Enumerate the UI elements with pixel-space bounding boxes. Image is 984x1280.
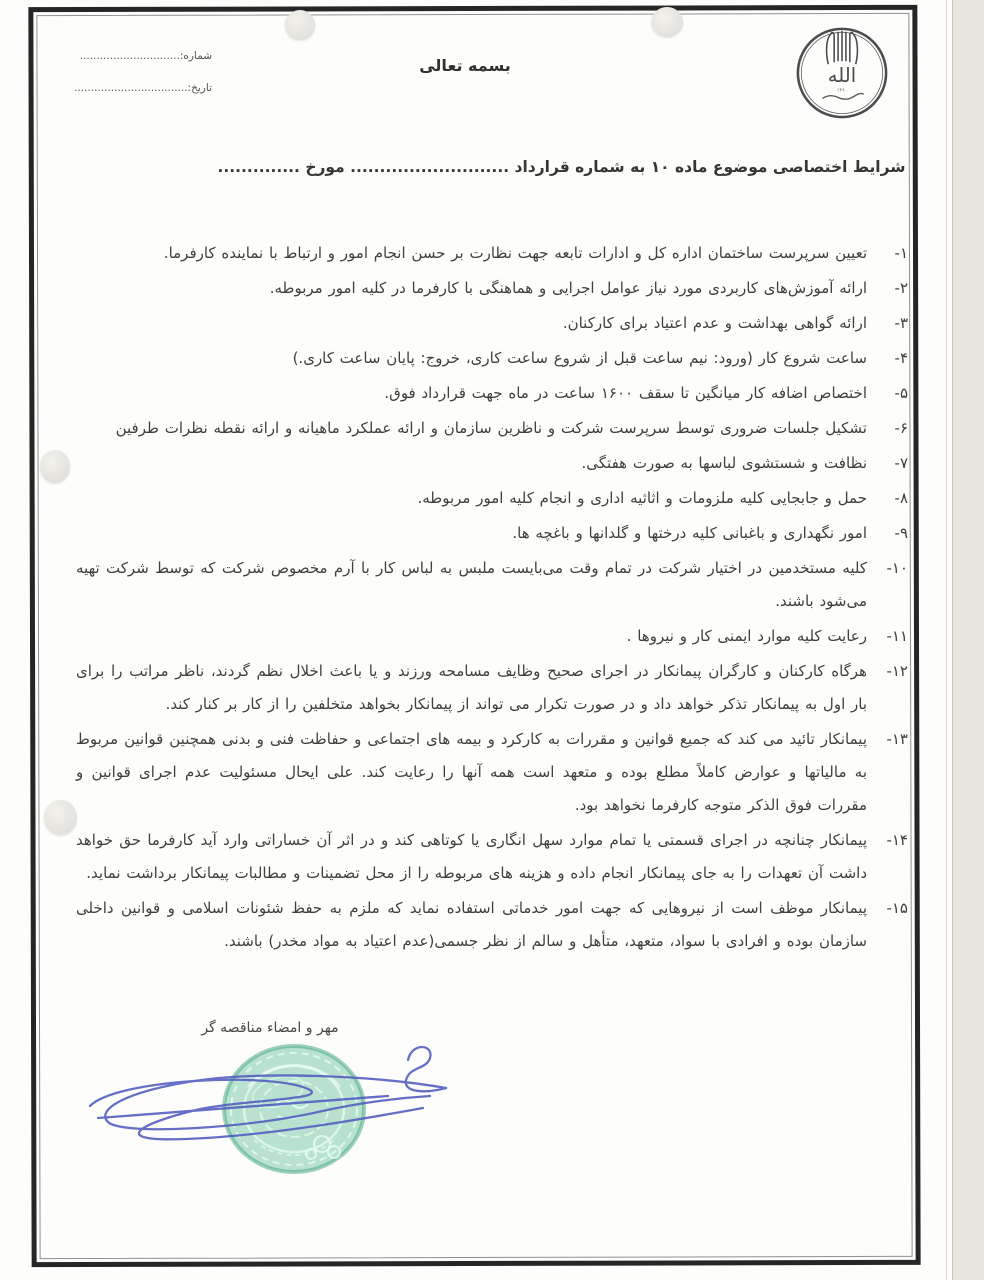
punch-hole — [285, 10, 315, 40]
terms-list — [76, 237, 908, 960]
list-item — [76, 377, 908, 410]
punch-hole — [44, 800, 77, 835]
item-number: ۴- — [894, 349, 908, 367]
punch-hole — [651, 7, 683, 37]
item-text: کلیه مستخدمین در اختیار شرکت در تمام وقت می‌بایست ملبس به لباس کار با آرم مخصوص شرکت که توسط شرکت تهیه می‌شود باشند. — [76, 559, 867, 610]
item-number: ۱۴- — [886, 831, 908, 849]
item-text: ارائه گواهی بهداشت و عدم اعتیاد برای کارکنان. — [562, 314, 867, 332]
item-number: ۶- — [894, 419, 908, 437]
item-number: ۲- — [894, 279, 908, 297]
list-item — [76, 723, 908, 822]
item-text: پیمانکار موظف است از نیروهایی که جهت امور خدماتی استفاده نماید که ملزم به حفظ شئونات اسلامی و قوانین داخلی سازمان بوده و افرادی با سواد، متعهد، متأهل و سالم از نظر جسمی(عدم اعتیاد به مواد مخدر) باشند. — [76, 899, 867, 950]
item-number: ۷- — [894, 454, 908, 472]
item-text: امور نگهداری و باغبانی کلیه درختها و گلدانها و باغچه ها. — [512, 524, 867, 542]
list-item — [76, 655, 908, 721]
signature-caption: مهر و امضاء مناقصه گر — [201, 1020, 339, 1036]
besmele-heading: بسمه تعالی — [419, 56, 511, 75]
list-item — [76, 237, 908, 270]
item-text: اختصاص اضافه کار میانگین تا سقف ۱۶۰۰ ساعت در ماه جهت قرارداد فوق. — [384, 384, 867, 402]
item-text: تعیین سرپرست ساختمان اداره کل و ادارات تابعه جهت نظارت بر حسن انجام امور و ارتباط با نماینده کارفرما. — [163, 244, 867, 262]
list-item — [76, 272, 908, 305]
item-text: پیمانکار چنانچه در اجرای قسمتی یا تمام موارد سهل انگاری یا کوتاهی کند و در اثر آن خساراتی وارد آید کارفرما حق خواهد داشت آن تعهدات را به جای پیمانکار انجام داده و هزینه های مربوطه را از محل تضمینات و مطالبات پیمانکار برداشت نماید. — [76, 831, 867, 882]
punch-hole — [40, 450, 70, 483]
item-text: رعایت کلیه موارد ایمنی کار و نیروها . — [626, 627, 867, 645]
list-item — [76, 892, 908, 958]
ref-number-line: شماره:.............................. — [79, 50, 212, 62]
page-edge-shadow — [946, 0, 947, 1280]
item-text: ارائه آموزش‌های کاربردی مورد نیاز عوامل اجرایی و هماهنگی با کارفرما در کلیه امور مربوطه. — [269, 279, 867, 297]
list-item — [76, 307, 908, 340]
item-number: ۱- — [894, 244, 908, 262]
item-text: نظافت و شستشوی لباسها به صورت هفتگی. — [581, 454, 867, 472]
item-number: ۸- — [894, 489, 908, 507]
list-item — [76, 552, 908, 618]
ref-date-line: تاریخ:.................................. — [74, 82, 212, 94]
list-item — [76, 342, 908, 375]
scanner-background-strip — [952, 0, 984, 1280]
item-text: ساعت شروع کار (ورود: نیم ساعت قبل از شروع ساعت کاری، خروج: پایان ساعت کاری.) — [292, 349, 867, 367]
list-item — [76, 412, 908, 445]
item-number: ۵- — [894, 384, 908, 402]
list-item — [76, 824, 908, 890]
list-item — [76, 482, 908, 515]
item-text: حمل و جابجایی کلیه ملزومات و اثاثیه اداری و انجام کلیه امور مربوطه. — [417, 489, 867, 507]
list-item — [76, 447, 908, 480]
item-number: ۱۳- — [886, 730, 908, 748]
item-text: پیمانکار تائید می کند که جمیع قوانین و مقررات به کارکرد و بیمه های اجتماعی و حفاظت فنی و بدنی همچنین قوانین مربوط به مالیاتها و عوارض کاملاً مطلع بوده و متعهد است همه آنها را رعایت کند. علی ایحال مسئولیت عدم اجرای قوانین و مقررات فوق الذکر متوجه کارفرما نخواهد بود. — [76, 730, 867, 814]
item-number: ۱۵- — [886, 899, 908, 917]
signature-icon — [78, 1036, 470, 1154]
reference-block — [74, 48, 212, 112]
item-text: هرگاه کارکنان و کارگران پیمانکار در اجرای صحیح وظایف مسامحه ورزند و یا باعث اخلال نظم گردند، ناظر مراتب را برای بار اول به پیمانکار تذکر خواهد داد و در صورت تکرار می تواند از پیمانکار بخواهد متخلفین را از کار بر کنار کند. — [76, 662, 867, 713]
svg-text:الله: الله — [827, 63, 857, 87]
item-number: ۱۲- — [886, 662, 908, 680]
item-number: ۹- — [894, 524, 908, 542]
item-number: ۱۰- — [886, 559, 908, 577]
list-item — [76, 517, 908, 550]
list-item — [76, 620, 908, 653]
item-text: تشکیل جلسات ضروری توسط سرپرست شرکت و ناظرین سازمان و ارائه عملکرد ماهیانه و ارائه نقطه نظرات طرفین — [115, 419, 867, 437]
document-title: شرایط اختصاصی موضوع ماده ۱۰ به شماره قرارداد ........................... مورخ .............. — [217, 158, 906, 176]
svg-text:۱۳۶۰: ۱۳۶۰ — [836, 87, 848, 94]
item-number: ۳- — [894, 314, 908, 332]
item-number: ۱۱- — [886, 627, 908, 645]
